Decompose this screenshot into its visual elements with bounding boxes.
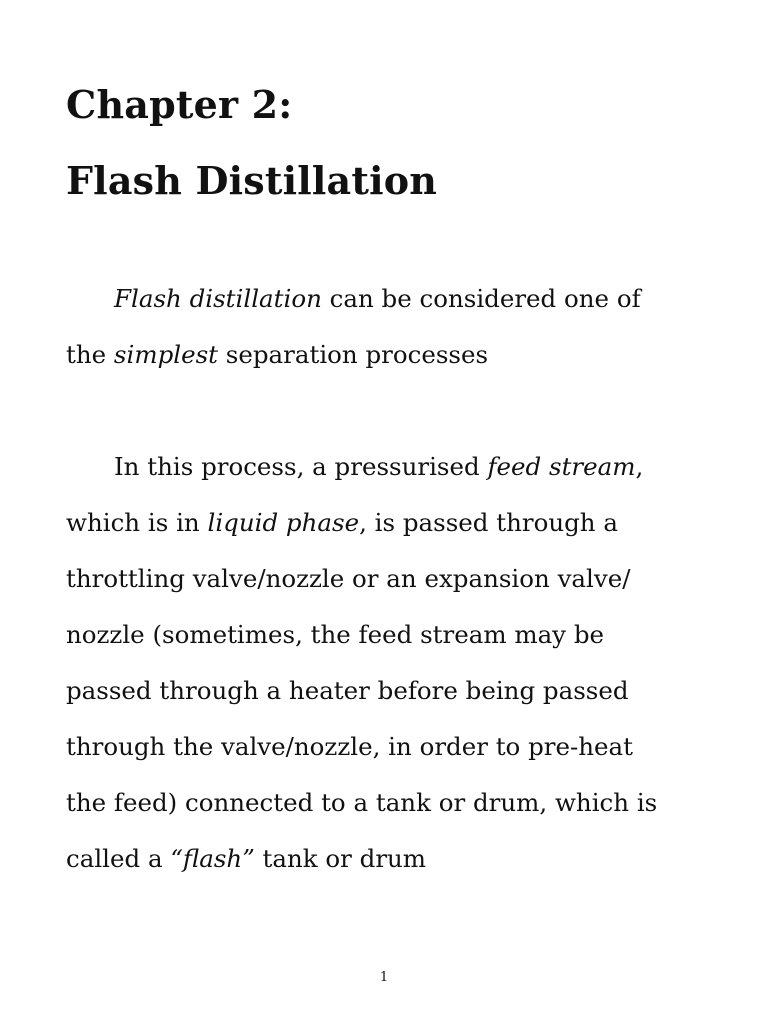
paragraph-2-line-2 — [66, 508, 618, 537]
text-segment: can be considered one of — [321, 284, 641, 313]
text-segment: which is in — [66, 508, 208, 537]
emphasis-flash-quoted: “flash” — [170, 844, 255, 873]
paragraph-2-line-8 — [66, 844, 427, 873]
emphasis-flash-distillation: Flash distillation — [114, 284, 322, 313]
emphasis-liquid-phase: liquid phase — [207, 508, 360, 537]
paragraph-2-line-5: passed through a heater before being passed — [66, 676, 629, 705]
text-segment: In this process, a pressurised — [114, 452, 488, 481]
paragraph-2-line-4: nozzle (sometimes, the feed stream may be — [66, 620, 604, 649]
paragraph-1-line-2 — [66, 340, 489, 369]
paragraph-1-line-1 — [114, 284, 641, 313]
chapter-title-heading: Flash Distillation — [66, 158, 438, 203]
page-number: 1 — [379, 970, 389, 985]
paragraph-2-line-7: the feed) connected to a tank or drum, which is — [66, 788, 658, 817]
paragraph-2-line-6: through the valve/nozzle, in order to pre-heat — [66, 732, 633, 761]
text-segment: , — [635, 452, 644, 481]
text-segment: tank or drum — [254, 844, 427, 873]
emphasis-simplest: simplest — [113, 340, 218, 369]
paragraph-2-line-3: throttling valve/nozzle or an expansion valve/ — [66, 564, 631, 593]
text-segment: the — [66, 340, 114, 369]
text-segment: , is passed through a — [359, 508, 618, 537]
emphasis-feed-stream: feed stream — [487, 452, 636, 481]
text-segment: separation processes — [218, 340, 489, 369]
text-segment: called a — [66, 844, 171, 873]
paragraph-2-line-1 — [114, 452, 644, 481]
chapter-number-heading: Chapter 2: — [66, 82, 293, 127]
